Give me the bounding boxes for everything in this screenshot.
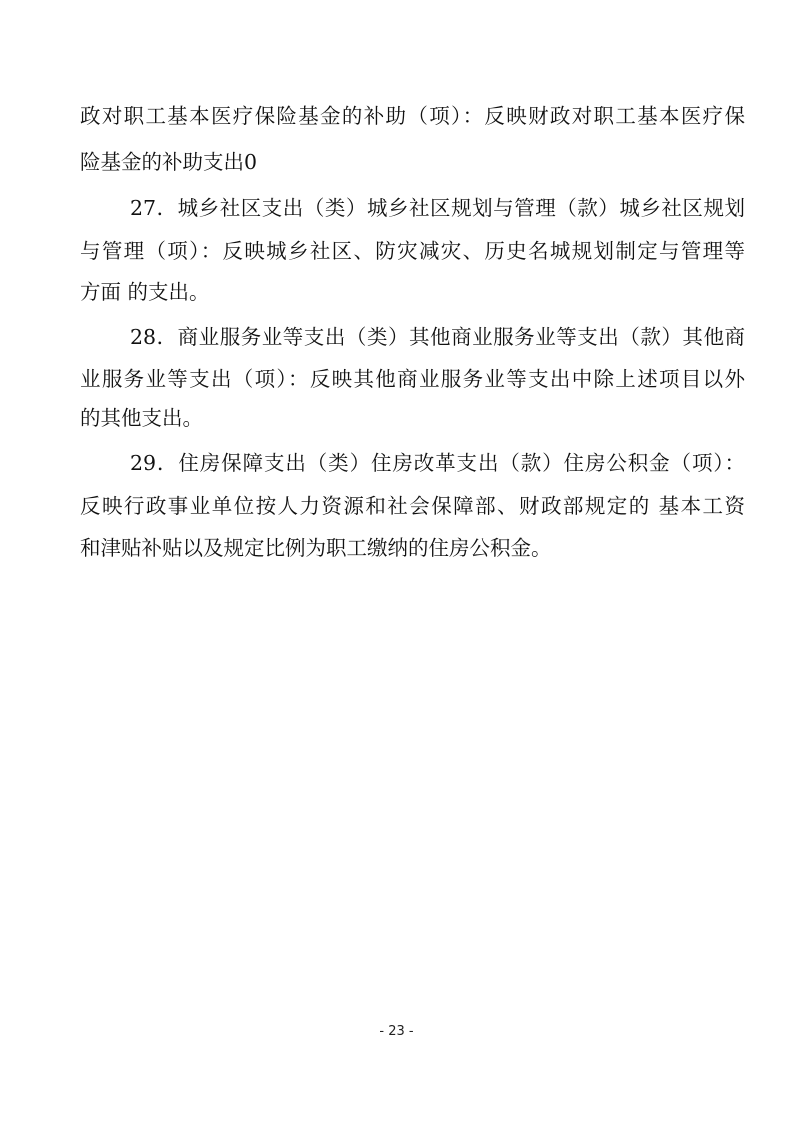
- body-text-line: 和津贴补贴以及规定比例为职工缴纳的住房公积金。: [80, 536, 552, 560]
- body-text-line: 与管理（项）：反映城乡社区、防灾减灾、历史名城规划制定与管理等: [80, 239, 745, 263]
- body-text-line: 业服务业等支出（项）：反映其他商业服务业等支出中除上述项目以外: [80, 367, 745, 391]
- body-text-line: 方面 的支出。: [80, 280, 210, 304]
- item-28-heading-line: 28．商业服务业等支出（类）其他商业服务业等支出（款）其他商: [130, 325, 745, 349]
- item-27-heading-line: 27．城乡社区支出（类）城乡社区规划与管理（款）城乡社区规划: [130, 196, 745, 220]
- body-text-line: 的其他支出。: [80, 406, 203, 430]
- body-text-line: 反映行政事业单位按人力资源和社会保障部、财政部规定的 基本工资: [80, 494, 745, 518]
- item-29-heading-line: 29．住房保障支出（类）住房改革支出（款）住房公积金（项）：: [130, 451, 745, 475]
- page-number: - 23 -: [379, 1024, 414, 1039]
- body-text-line: 险基金的补助支出0: [80, 150, 258, 174]
- body-text-line: 政对职工基本医疗保险基金的补助（项）：反映财政对职工基本医疗保: [80, 104, 745, 128]
